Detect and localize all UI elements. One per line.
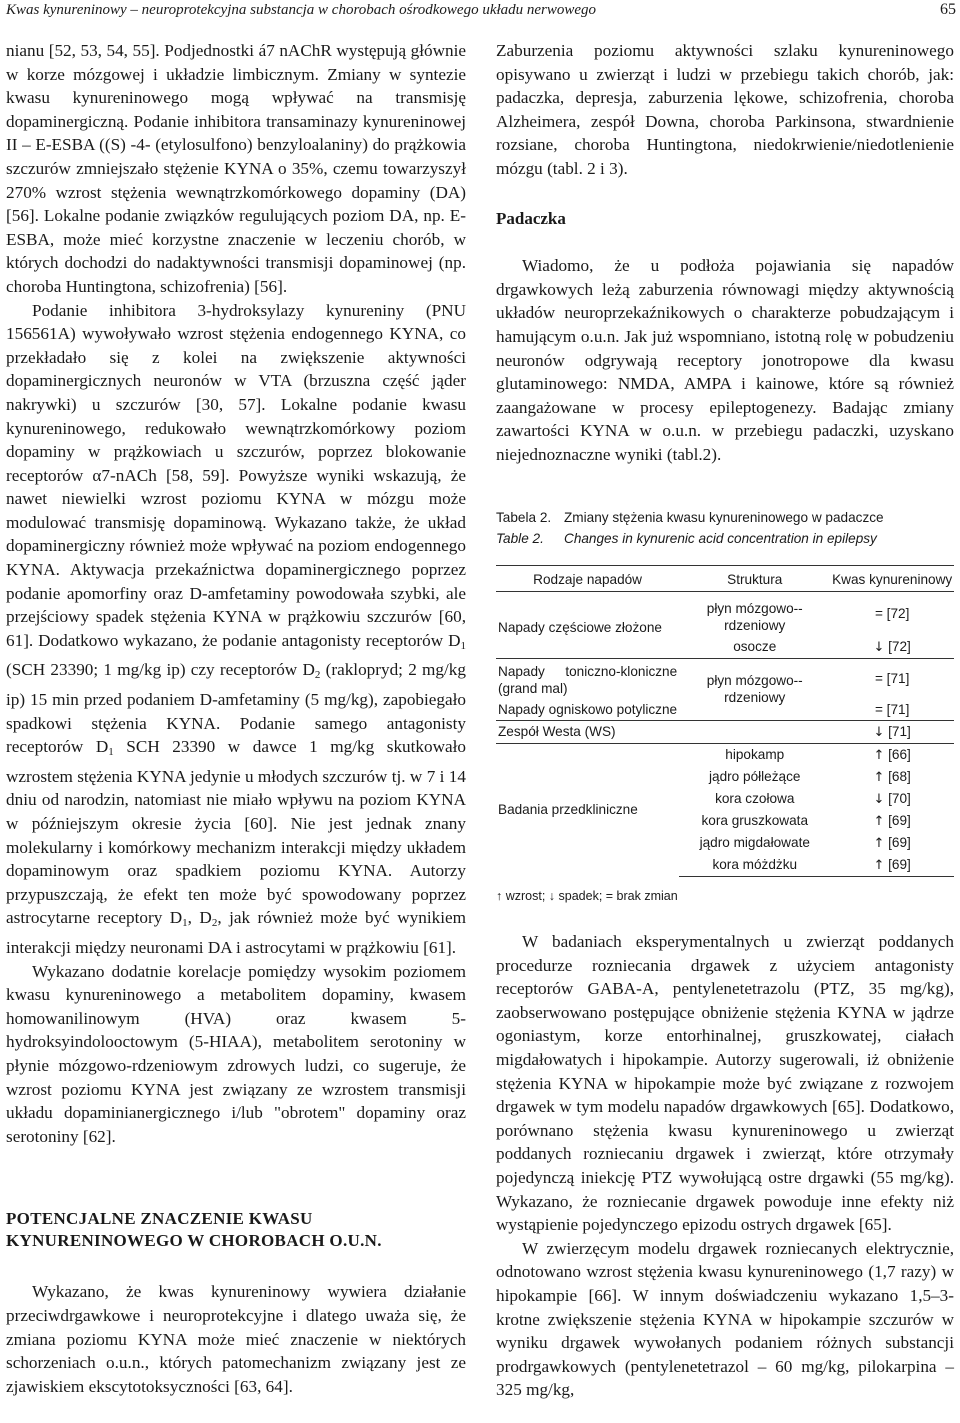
- left-column: [6, 39, 466, 1398]
- epilepsy-table: [496, 565, 954, 877]
- running-header: [6, 0, 956, 22]
- column-header: Kwas kynureninowy: [830, 565, 954, 591]
- table-row: Napady ogniskowo potyliczne = [71]: [498, 701, 910, 717]
- table-row: Napady toniczno-kloniczne (grand mal) płyn mózgowo--rdzeniowy = [71]: [496, 658, 954, 699]
- table-row: kora móżdżku ↑ [69]: [496, 854, 954, 877]
- paragraph: W zwierzęcym modelu drgawek rozniecanych elektrycznie, odnotowano wzrost stężenia kwasu kynureninowego (1,7 razy) w hipokampie [66]. W innym doświadczeniu wykazano 1,5–3-krotne zwiększenie stężenia KYNA w hipokampie szczurów w wyniku drgawek wywołanych podaniem różnych substancji prodrgawkowych (pentylenetetrazol – 60 mg/kg, pilokarpina – 325 mg/kg,: [496, 1238, 954, 1400]
- table-row: jądro migdałowate ↑ [69]: [699, 834, 911, 851]
- paragraph: Wykazano dodatnie korelacje pomiędzy wysokim poziomem kwasu kynureninowego a metabolitem dopaminy, kwasem homowanilinowym (HVA) oraz kwasem 5-hydroksyindolooctowym (5-HIAA), metabolitem serotoniny w płynie mózgowo-rdzeniowym zdrowych ludzi, co sugeruje, że wzrost poziomu KYNA jest związany ze wzrostem transmisji układu dopaminianergicznego i/lub "obrotem" dopaminy oraz serotoniny [62].: [6, 961, 466, 1146]
- page-number: 65: [940, 1, 956, 18]
- paragraph: nianu [52, 53, 54, 55]. Podjednostki á7 nAChR występują głównie w korze mózgowej i układzie limbicznym. Zmiany w syntezie kwasu kynureninowego mogą wpływać na transmisję dopaminergiczną. Podanie inhibitora transaminazy kynureninowej II – E-ESBA ((S) -4- (etylosulfono) benzyloalaniny) do prążkowia szczurów zmniejszało stężenie KYNA o 35%, czemu towarzyszył 270% wzrost stężenia wewnątrzkomórkowego dopaminy (DA) [56]. Lokalne podanie związków regulujących poziom DA, np. E-ESBA, może mieć korzystne znaczenie w leczeniu chorób, w których dochodzi do nadaktywności transmisji dopaminowej (np. choroba Huntingtona, schizofrenia) [56].: [6, 41, 466, 296]
- paragraph: Podanie inhibitora 3-hydroksylazy kynureniny (PNU 156561A) wywoływało wzrost stężenia endogennego KYNA, co przekładało się z kolei na zwiększenie aktywności dopaminergicznych neuronów w VTA (brzuszna część jąder nakrywki) u szczurów [30, 57]. Lokalne podanie kwasu kynureninowego, redukowało wewnątrzkomórkowy poziom dopaminy w prążkowiach u szczurów, poprzez blokowanie receptorów α7-nACh [58, 59]. Powyższe wyniki wskazują, że nawet niewielki wzrost poziomu KYNA w mózgu może modulować transmisję dopaminową. Wykazano także, że układ dopaminergiczny również może wpływać na poziom endogennego KYNA. Aktywacja przekaźnictwa dopaminergicznego poprzez podanie apomorfiny oraz D-amfetaminy powodowała szybki, ale przejściowy spadek stężenia KYNA w prążkowiu szczurów [60, 61]. Dodatkowo wykazano, że podanie antagonisty receptorów $D_1$ (SCH 23390; 1 mg/kg ip) czy receptorów $D_2$ (raklopryd; 2 mg/kg ip) 15 min przed podaniem D-amfetaminy (5 mg/kg), zapobiegało spadkowi stężenia KYNA. Podanie samego antagonisty receptorów $D_1$ SCH 23390 w dawce 1 mg/kg skutkowało wzrostem stężenia KYNA jedynie u młodych szczurów tj. w 7 i 14 dniu od narodzin, natomiast nie miało wpływu na poziom KYNA w późniejszym okresie życia [60]. Nie jest jednak znany molekularny i komórkowy mechanizm interakcji między układem dopaminowym oraz spadkiem poziomu KYNA. Autorzy przypuszczają, że efekt ten może być spowodowany poprzez astrocytarne receptory $D_1$, $D_2$, jak również może być wynikiem interakcji między neuronami DA i astrocytami w prążkowiu [61].: [6, 300, 467, 957]
- running-title: Kwas kynureninowy – neuroprotekcyjna substancja w chorobach ośrodkowego układu nerwowego: [6, 2, 597, 18]
- paragraph: W badaniach eksperymentalnych u zwierząt poddanych procedurze rozniecania drgawek z użyciem antagonisty receptorów GABA-A, pentylenetetrazolu (PTZ, 35 mg/kg), zaobserwowano postępujące obniżenie stężenia KYNA w jądrze ogoniastym, korze entorhinalnej, gruszkowatej, ciałach migdałowatych i hipokampie. Autorzy sugerowali, iż obniżenie stężenia KYNA w hipokampie może być związane z rozwojem drgawek w tym modelu napadów drgawkowych [65]. Dodatkowo, porównano stężenia kwasu kynureninowego u zwierząt poddanych rozniecaniu drgawek i zwierząt, które otrzymały pojedynczą iniekcję PTZ wywołującą ostre drgawki (55 mg/kg). Wykazano, że rozniecanie drgawek powoduje inne efekty niż wystąpienie pojedynczego epizodu ostrych drgawek [65].: [496, 932, 954, 1235]
- section-heading: POTENCJALNE ZNACZENIE KWASU KYNURENINOWEGO W CHOROBACH O.U.N.: [6, 1209, 382, 1251]
- table-row: jądro półleżące ↑ [68]: [709, 768, 911, 785]
- column-header: Struktura: [679, 565, 830, 591]
- table-legend: ↑ wzrost; ↓ spadek; = brak zmian: [496, 888, 678, 903]
- table-row: osocze ↓ [72]: [733, 638, 911, 655]
- subsection-heading: Padaczka: [496, 208, 566, 228]
- table-row: kora gruszkowata ↑ [69]: [701, 812, 911, 829]
- paragraph: Wykazano, że kwas kynureninowy wywiera działanie przeciwdrgawkowe i neuroprotekcyjne i dlatego uważa się, że zmiana poziomu KYNA może mieć znaczenie w niektórych schorzeniach o.u.n., których patomechanizm związany jest ze zjawiskiem ekscytotoksyczności [63, 64].: [6, 1282, 466, 1396]
- column-header: Rodzaje napadów: [496, 565, 679, 591]
- table-row: Zespół Westa (WS) ↓ [71]: [496, 720, 954, 743]
- paragraph: Zaburzenia poziomu aktywności szlaku kynureninowego opisywano u zwierząt i ludzi w przebiegu takich chorób, jak: padaczka, depresja, zaburzenia lękowe, schizofrenia, choroba Alzheimera, zespół Downa, choroba Parkinsona, stwardnienie rozsiane, choroba Huntingtona, niedokrwienie/niedotlenienie mózgu (tabl. 2 i 3).: [496, 41, 954, 178]
- right-column: [496, 39, 954, 1402]
- paragraph: Wiadomo, że u podłoża pojawiania się napadów drgawkowych leżą zaburzenia równowagi między aktywnością układów neuroprzekaźnikowych o charakterze pobudzającym i hamującym o.u.n. Jak już wspomniano, istotną rolę w pobudzeniu neuronów odgrywają receptory jonotropowe dla kwasu glutaminowego: NMDA, AMPA i kainowe, które są również zaangażowane w procesy epileptogenezy. Badając zmiany zawartości KYNA w o.u.n. w przebiegu padaczki, uzyskano niejednoznaczne wyniki (tabl.2).: [496, 256, 954, 464]
- table-row: kora czołowa ↓ [70]: [715, 790, 911, 807]
- table-row: Napady częściowe złożone płyn mózgowo--rdzeniowy = [72]: [498, 600, 910, 635]
- table-caption: Tabela 2. Zmiany stężenia kwasu kynureninowego w padaczce Table 2. Changes in kynurenic acid concentration in epilepsy: [496, 509, 884, 546]
- table-row: Badania przedkliniczne hipokamp ↑ [66]: [496, 743, 954, 766]
